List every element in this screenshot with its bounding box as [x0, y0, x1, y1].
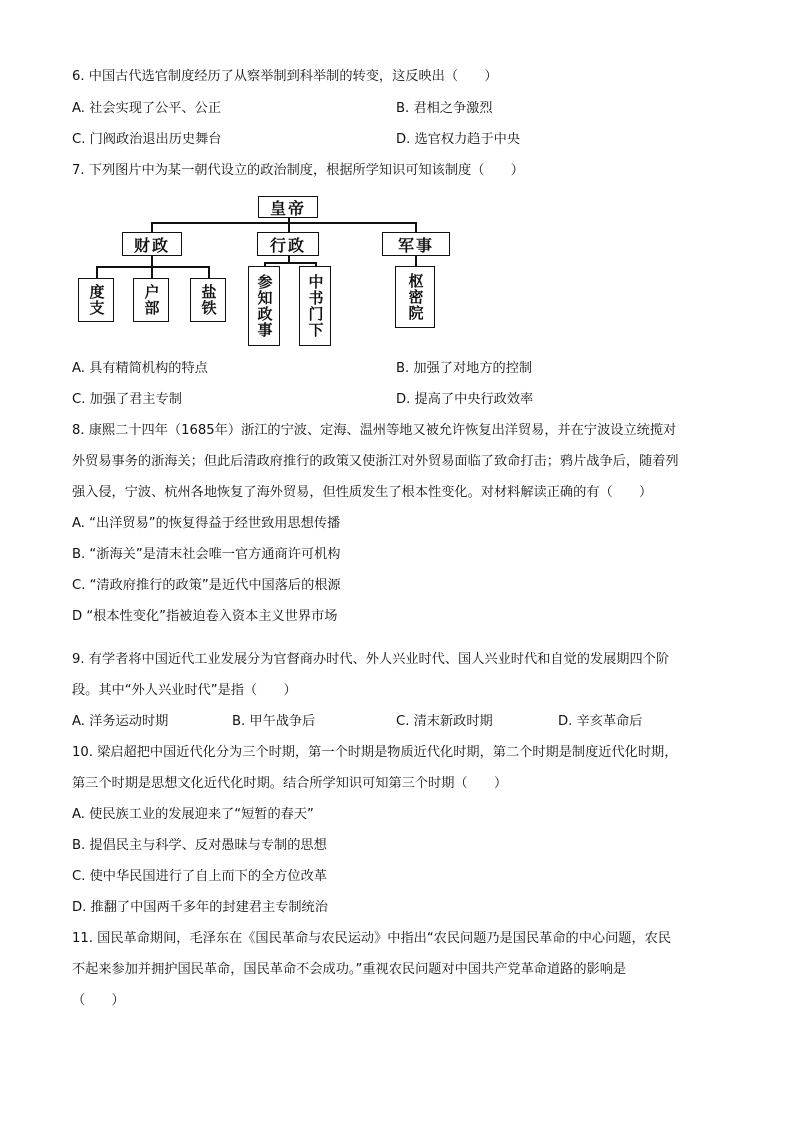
q6-option-c: C. 门阀政治退出历史舞台 [72, 132, 222, 147]
q8-stem-line-1: 8. 康熙二十四年（1685年）浙江的宁波、定海、温州等地又被允许恢复出洋贸易，并在宁波设立统揽对 [72, 423, 677, 438]
q11-answer-blank: （ ） [72, 993, 125, 1008]
zhongshu-box: 中书门下 [299, 266, 331, 346]
q10-stem-line-2: 第三个时期是思想文化近代化时期。结合所学知识可知第三个时期（ ） [72, 776, 508, 791]
q7-org-chart [72, 190, 452, 350]
hubu-box: 户部 [133, 278, 169, 322]
q9-option-c: C. 清末新政时期 [396, 714, 493, 729]
q6-option-a: A. 社会实现了公平、公正 [72, 101, 222, 116]
q7-option-b: B. 加强了对地方的控制 [396, 361, 533, 376]
q10-stem-line-1: 10. 梁启超把中国近代化分为三个时期，第一个时期是物质近代化时期，第二个时期是制度近代化时期， [72, 745, 678, 760]
q9-option-d: D. 辛亥革命后 [558, 714, 643, 729]
canzhi-box: 参知政事 [248, 266, 280, 346]
yantie-box: 盐铁 [190, 278, 226, 322]
finance-box: 财政 [122, 232, 182, 256]
q10-option-c: C. 使中华民国进行了自上而下的全方位改革 [72, 869, 327, 884]
q8-stem-line-3: 强入侵，宁波、杭州各地恢复了海外贸易，但性质发生了根本性变化。对材料解读正确的有（ ） [72, 485, 653, 500]
military-box: 军事 [382, 232, 450, 256]
q8-stem-line-2: 外贸易事务的浙海关；但此后清政府推行的政策又使浙江对外贸易面临了致命打击；鸦片战争后，随着列 [72, 454, 679, 469]
q11-stem-line-2: 不起来参加并拥护国民革命，国民革命不会成功。”重视农民问题对中国共产党革命道路的影响是 [72, 962, 627, 977]
q7-option-d: D. 提高了中央行政效率 [396, 392, 534, 407]
q6-option-d: D. 选官权力趋于中央 [396, 132, 521, 147]
q6-stem: 6. 中国古代选官制度经历了从察举制到科举制的转变，这反映出（ ） [72, 69, 498, 84]
q11-stem-line-1: 11. 国民革命期间，毛泽东在《国民革命与农民运动》中指出“农民问题乃是国民革命的中心问题，农民 [72, 931, 672, 946]
q9-stem-line-2: 段。其中“外人兴业时代”是指（ ） [72, 683, 297, 698]
duzhi-box: 度支 [78, 278, 114, 322]
q8-option-c: C. “清政府推行的政策”是近代中国落后的根源 [72, 578, 341, 593]
q7-option-a: A. 具有精简机构的特点 [72, 361, 208, 376]
administration-box: 行政 [257, 232, 319, 256]
shumi-box: 枢密院 [395, 266, 435, 328]
q6-option-b: B. 君相之争激烈 [396, 101, 493, 116]
q7-option-c: C. 加强了君主专制 [72, 392, 182, 407]
q9-option-b: B. 甲午战争后 [232, 714, 316, 729]
q8-option-b: B. “浙海关”是清末社会唯一官方通商许可机构 [72, 547, 341, 562]
q7-stem: 7. 下列图片中为某一朝代设立的政治制度，根据所学知识可知该制度（ ） [72, 163, 524, 178]
q10-option-d: D. 推翻了中国两千多年的封建君主专制统治 [72, 900, 328, 915]
q9-option-a: A. 洋务运动时期 [72, 714, 169, 729]
q8-option-d: D “根本性变化”指被迫卷入资本主义世界市场 [72, 609, 338, 624]
q10-option-b: B. 提倡民主与科学、反对愚昧与专制的思想 [72, 838, 327, 853]
q10-option-a: A. 使民族工业的发展迎来了“短暂的春天” [72, 807, 314, 822]
q8-option-a: A. “出洋贸易”的恢复得益于经世致用思想传播 [72, 516, 341, 531]
emperor-box: 皇帝 [258, 196, 318, 218]
q9-stem-line-1: 9. 有学者将中国近代工业发展分为官督商办时代、外人兴业时代、国人兴业时代和自觉的发展期四个阶 [72, 652, 670, 667]
